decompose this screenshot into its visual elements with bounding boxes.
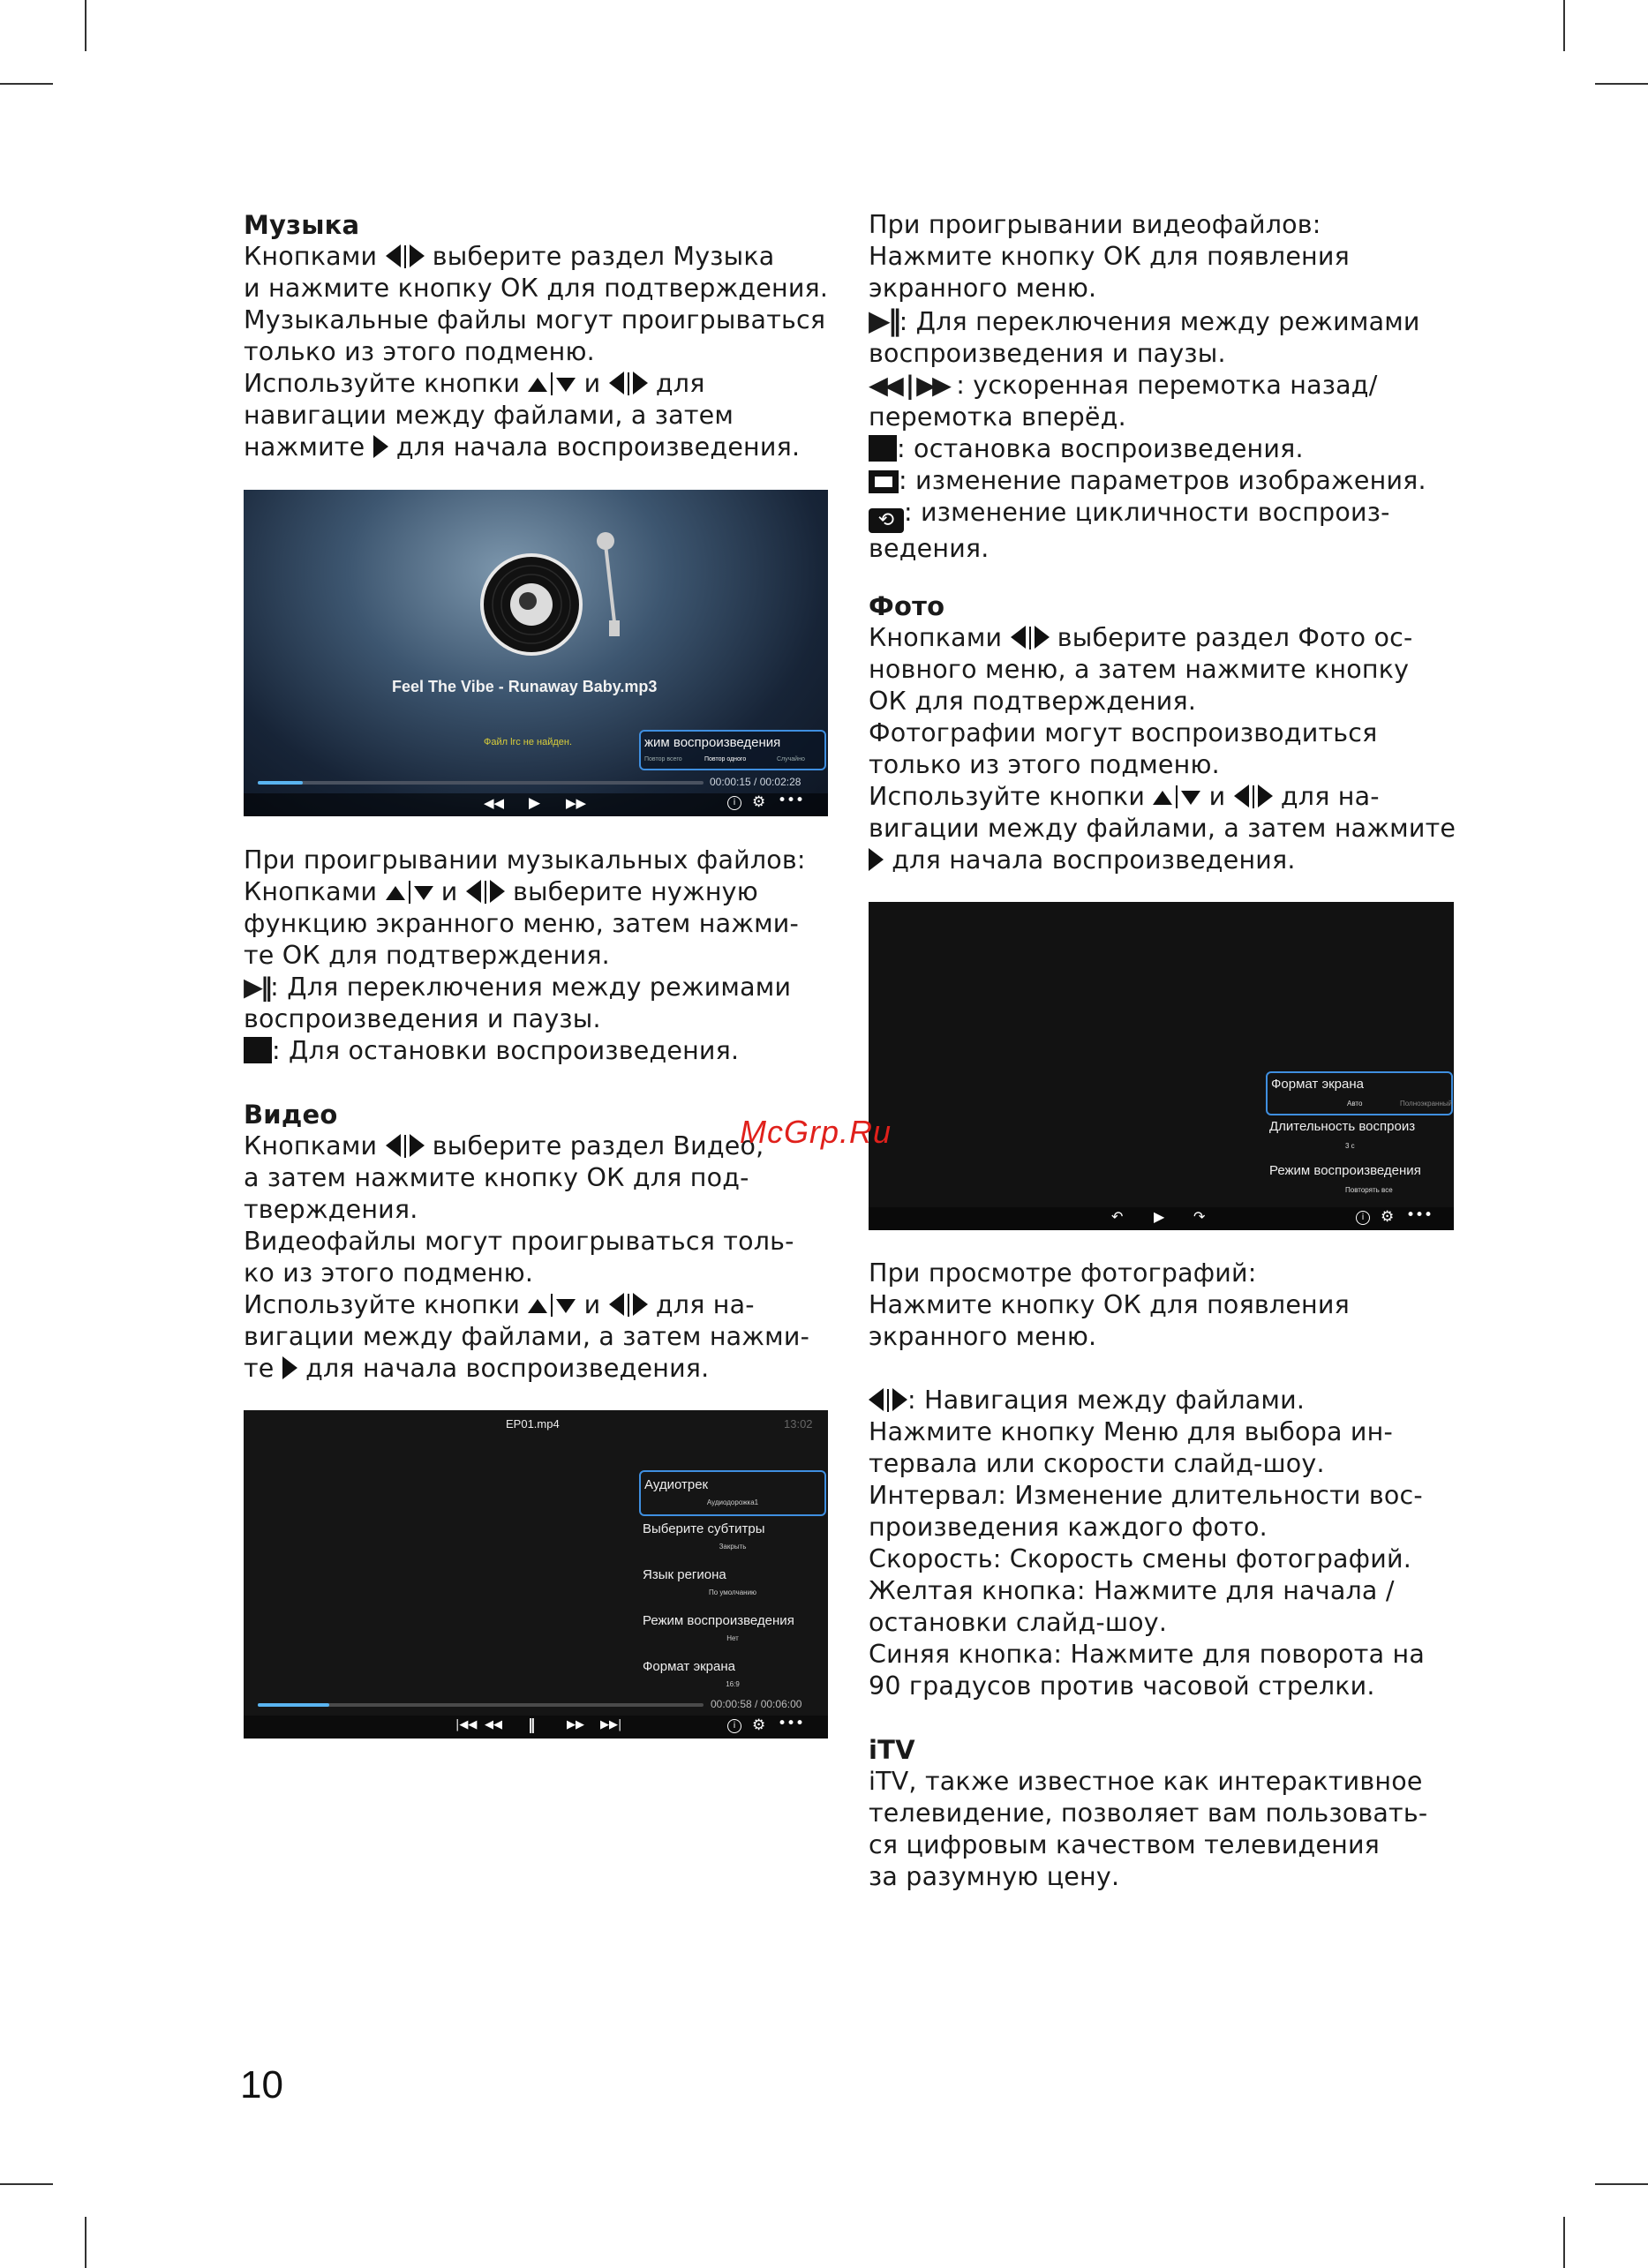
crop-mark <box>1595 83 1648 85</box>
menu-option[interactable]: Случайно <box>777 756 805 762</box>
menu-item[interactable] <box>1266 1160 1453 1204</box>
text-line: При проигрывании музыкальных файлов: <box>244 845 806 875</box>
video-heading: Видео <box>244 1100 338 1130</box>
crop-mark <box>1563 2217 1565 2268</box>
play-icon[interactable]: ▶ <box>1154 1208 1165 1225</box>
crop-mark <box>1563 0 1565 51</box>
menu-item-value: Нет <box>726 1634 739 1642</box>
crop-mark <box>0 2183 53 2185</box>
menu-item[interactable] <box>639 1608 826 1654</box>
right-arrow-icon <box>1035 626 1050 649</box>
info-icon[interactable]: i <box>727 796 741 810</box>
menu-item[interactable] <box>639 1654 826 1700</box>
text-line: 90 градусов против часовой стрелки. <box>869 1671 1375 1701</box>
menu-item[interactable] <box>1266 1115 1453 1160</box>
menu-item-label: Формат экрана <box>643 1659 735 1674</box>
rotate-left-icon[interactable]: ↶ <box>1111 1208 1124 1225</box>
gear-icon[interactable]: ⚙ <box>1381 1208 1395 1226</box>
text-line: При просмотре фотографий: <box>869 1258 1257 1288</box>
text-line: Используйте кнопки и для на- <box>869 782 1380 811</box>
control-bar <box>244 793 828 816</box>
text-line: телевидение, позволяет вам пользовать- <box>869 1799 1428 1828</box>
video-settings-menu <box>639 1470 826 1700</box>
text-line: Кнопками выберите раздел Фото ос- <box>869 623 1413 652</box>
up-arrow-icon <box>528 378 547 392</box>
text-line: остановки слайд-шоу. <box>869 1608 1168 1637</box>
menu-item-value: Авто <box>1347 1100 1363 1108</box>
menu-title: жим воспроизведения <box>644 735 781 750</box>
text-line: ▶‖: Для переключения между режимами <box>869 304 1420 337</box>
text-line: тверждения. <box>244 1195 418 1224</box>
progress-fill <box>258 781 303 785</box>
text-line: : Навигация между файлами. <box>869 1385 1469 1416</box>
play-icon <box>282 1356 297 1379</box>
repeat-icon: ⟲ <box>869 508 904 533</box>
play-icon <box>373 435 388 458</box>
text-line: нажмите для начала воспроизведения. <box>244 432 801 462</box>
right-arrow-icon <box>410 1134 425 1157</box>
right-arrow-icon <box>633 372 648 394</box>
text-line: Музыкальные файлы могут проигрываться <box>244 305 826 334</box>
right-arrow-icon <box>410 244 425 267</box>
photo-heading: Фото <box>869 591 945 621</box>
text-line: Интервал: Изменение длительности вос- <box>869 1481 1423 1510</box>
video-player-screenshot <box>244 1410 828 1739</box>
more-icon[interactable]: ••• <box>1406 1206 1434 1224</box>
up-arrow-icon <box>386 886 405 900</box>
menu-option[interactable]: Повтор одного <box>704 756 747 762</box>
menu-item-label: Аудиотрек <box>644 1477 709 1492</box>
text-line: : изменение параметров изображения. <box>869 465 1469 497</box>
fast-forward-icon[interactable]: ▶▶ <box>566 795 587 811</box>
text-line: Синяя кнопка: Нажмите для поворота на <box>869 1640 1426 1669</box>
right-arrow-icon <box>892 1388 907 1411</box>
aspect-ratio-icon <box>869 470 899 493</box>
menu-item-label: Режим воспроизведения <box>643 1613 794 1628</box>
text-line: экранного меню. <box>869 274 1097 303</box>
music-heading: Музыка <box>244 210 360 240</box>
video-filename: EP01.mp4 <box>506 1417 560 1431</box>
stop-icon <box>869 435 897 462</box>
text-line: новного меню, а затем нажмите кнопку <box>869 655 1410 684</box>
left-arrow-icon <box>386 244 401 267</box>
photo-viewer-screenshot <box>869 902 1454 1230</box>
menu-option[interactable]: Повтор всего <box>644 756 682 762</box>
playback-mode-menu[interactable] <box>639 730 826 770</box>
down-arrow-icon <box>556 378 576 392</box>
crop-mark <box>1595 2183 1648 2185</box>
text-line: вигации между файлами, а затем нажмите <box>869 814 1456 843</box>
crop-mark <box>85 2217 87 2268</box>
text-line: и нажмите кнопку ОК для подтверждения. <box>244 274 829 303</box>
down-arrow-icon <box>1181 791 1200 805</box>
left-arrow-icon <box>386 1134 401 1157</box>
lyrics-status: Файл lrc не найден. <box>484 737 573 747</box>
menu-item-value: По умолчанию <box>708 1588 757 1596</box>
text-line: Нажмите кнопку ОК для появления <box>869 242 1350 271</box>
menu-item-label: Выберите субтитры <box>643 1521 765 1536</box>
left-arrow-icon <box>1011 626 1026 649</box>
text-line: ОК для подтверждения. <box>869 687 1197 716</box>
text-line: ◀◀ | ▶▶ : ускоренная перемотка назад/ <box>869 371 1378 400</box>
text-line: Кнопками выберите раздел Музыка <box>244 242 775 271</box>
menu-item-label: Режим воспроизведения <box>1269 1163 1421 1178</box>
right-arrow-icon <box>490 880 505 903</box>
text-line: произведения каждого фото. <box>869 1513 1268 1542</box>
crop-mark <box>0 83 53 85</box>
menu-item-value: Аудиодорожка1 <box>706 1498 759 1506</box>
music-controls-section <box>244 845 844 1067</box>
menu-item-value: 3 с <box>1345 1142 1355 1150</box>
menu-item[interactable] <box>1266 1071 1453 1115</box>
play-icon[interactable]: ▶ <box>529 794 541 812</box>
music-section <box>244 209 844 463</box>
text-line: воспроизведения и паузы. <box>869 339 1226 368</box>
text-line: ⟲ : изменение цикличности воспроиз- <box>869 497 1469 533</box>
text-line: ведения. <box>869 534 990 563</box>
crop-mark <box>85 0 87 51</box>
menu-item-label: Язык региона <box>643 1567 726 1582</box>
skip-forward-icon[interactable]: ▶▶| <box>600 1718 622 1731</box>
text-line: а затем нажмите кнопку ОК для под- <box>244 1163 749 1192</box>
down-arrow-icon <box>556 1299 576 1313</box>
photo-settings-menu <box>1266 1071 1453 1204</box>
text-line: тервала или скорости слайд-шоу. <box>869 1449 1325 1478</box>
text-line: При проигрывании видеофайлов: <box>869 210 1321 239</box>
text-line: функцию экранного меню, затем нажми- <box>244 909 800 938</box>
text-line: ся цифровым качеством телевидения <box>869 1830 1381 1859</box>
menu-item-value: Повторять все <box>1345 1186 1393 1194</box>
rewind-icon[interactable]: ◀◀ <box>484 795 505 811</box>
right-arrow-icon <box>1258 785 1273 807</box>
right-arrow-icon <box>633 1293 648 1316</box>
play-pause-icon: ▶‖ <box>869 304 899 337</box>
text-line: Кнопками и выберите нужную <box>244 877 758 906</box>
text-line: перемотка вперёд. <box>869 402 1126 432</box>
text-line: воспроизведения и паузы. <box>244 1004 601 1033</box>
control-bar <box>244 1716 828 1739</box>
up-arrow-icon <box>1153 791 1172 805</box>
text-line: Используйте кнопки и для <box>244 369 705 398</box>
text-line: Нажмите кнопку Меню для выбора ин- <box>869 1417 1393 1446</box>
skip-back-icon[interactable]: |◀◀ <box>455 1718 478 1731</box>
more-icon[interactable]: ••• <box>778 1715 805 1732</box>
text-line: : Для остановки воспроизведения. <box>244 1035 844 1067</box>
menu-item[interactable] <box>639 1516 826 1562</box>
menu-item-label: Формат экрана <box>1271 1077 1364 1092</box>
text-line: те ОК для подтверждения. <box>244 941 610 970</box>
page-number: 10 <box>240 2063 283 2107</box>
watermark: McGrp.Ru <box>740 1114 892 1150</box>
time-readout: 00:00:15 / 00:02:28 <box>710 776 801 788</box>
text-line: iTV, также известное как интерактивное <box>869 1767 1423 1796</box>
text-line: Нажмите кнопку ОК для появления <box>869 1290 1350 1319</box>
text-line: для начала воспроизведения. <box>869 845 1469 876</box>
rewind-icon[interactable]: ◀◀ <box>485 1718 502 1731</box>
text-line: Используйте кнопки и для на- <box>244 1290 755 1319</box>
info-icon[interactable]: i <box>727 1719 741 1733</box>
video-controls-section <box>869 209 1469 565</box>
left-arrow-icon <box>466 880 481 903</box>
text-line: за разумную цену. <box>869 1862 1120 1891</box>
menu-item-value: Закрыть <box>719 1543 747 1551</box>
info-icon[interactable]: i <box>1356 1211 1370 1225</box>
down-arrow-icon <box>414 886 433 900</box>
text-line: : остановка воспроизведения. <box>869 433 1469 465</box>
text-line: ко из этого подменю. <box>244 1258 534 1288</box>
fast-forward-icon[interactable]: ▶▶ <box>567 1718 584 1731</box>
play-pause-icon: ▶‖ <box>244 973 271 1002</box>
text-line: ▶‖: Для переключения между режимами <box>244 973 792 1002</box>
menu-item-value: 16:9 <box>726 1680 740 1688</box>
text-line: экранного меню. <box>869 1322 1097 1351</box>
stop-icon <box>244 1037 272 1063</box>
play-icon <box>869 848 884 871</box>
left-arrow-icon <box>869 1388 884 1411</box>
clock: 13:02 <box>784 1417 813 1431</box>
more-icon[interactable]: ••• <box>778 792 805 809</box>
rewind-forward-icon: ◀◀ | ▶▶ <box>869 371 948 400</box>
progress-fill <box>258 1703 329 1707</box>
menu-item[interactable] <box>639 1562 826 1608</box>
menu-item[interactable] <box>639 1470 826 1516</box>
text-line: Фотографии могут воспроизводиться <box>869 718 1378 747</box>
time-readout: 00:00:58 / 00:06:00 <box>711 1698 802 1710</box>
text-line: только из этого подменю. <box>244 337 595 366</box>
rotate-right-icon[interactable]: ↷ <box>1193 1208 1206 1225</box>
menu-item-label: Длительность воспроиз <box>1269 1119 1416 1134</box>
gear-icon[interactable]: ⚙ <box>752 793 766 811</box>
left-arrow-icon <box>1234 785 1249 807</box>
text-line: Скорость: Скорость смены фотографий. <box>869 1544 1411 1573</box>
music-player-screenshot <box>244 490 828 816</box>
text-line: вигации между файлами, а затем нажми- <box>244 1322 810 1351</box>
text-line: Видеофайлы могут проигрываться толь- <box>244 1227 794 1256</box>
text-line: навигации между файлами, а затем <box>244 401 734 430</box>
menu-item-value: Полноэкранный <box>1400 1100 1453 1108</box>
text-line: только из этого подменю. <box>869 750 1220 779</box>
text-line: Кнопками выберите раздел Видео, <box>244 1131 764 1160</box>
up-arrow-icon <box>528 1299 547 1313</box>
gear-icon[interactable]: ⚙ <box>752 1716 766 1734</box>
left-arrow-icon <box>609 372 624 394</box>
photo-section <box>869 590 1469 876</box>
itv-heading: iTV <box>869 1735 915 1765</box>
pause-icon[interactable]: ‖ <box>528 1716 536 1734</box>
left-arrow-icon <box>609 1293 624 1316</box>
progress-track[interactable] <box>258 781 704 785</box>
text-line: те для начала воспроизведения. <box>244 1354 710 1383</box>
track-title: Feel The Vibe - Runaway Baby.mp3 <box>392 678 658 695</box>
text-line: Желтая кнопка: Нажмите для начала / <box>869 1576 1395 1605</box>
photo-controls-section <box>869 1258 1469 1893</box>
progress-track[interactable] <box>258 1703 704 1707</box>
control-bar <box>869 1207 1454 1230</box>
